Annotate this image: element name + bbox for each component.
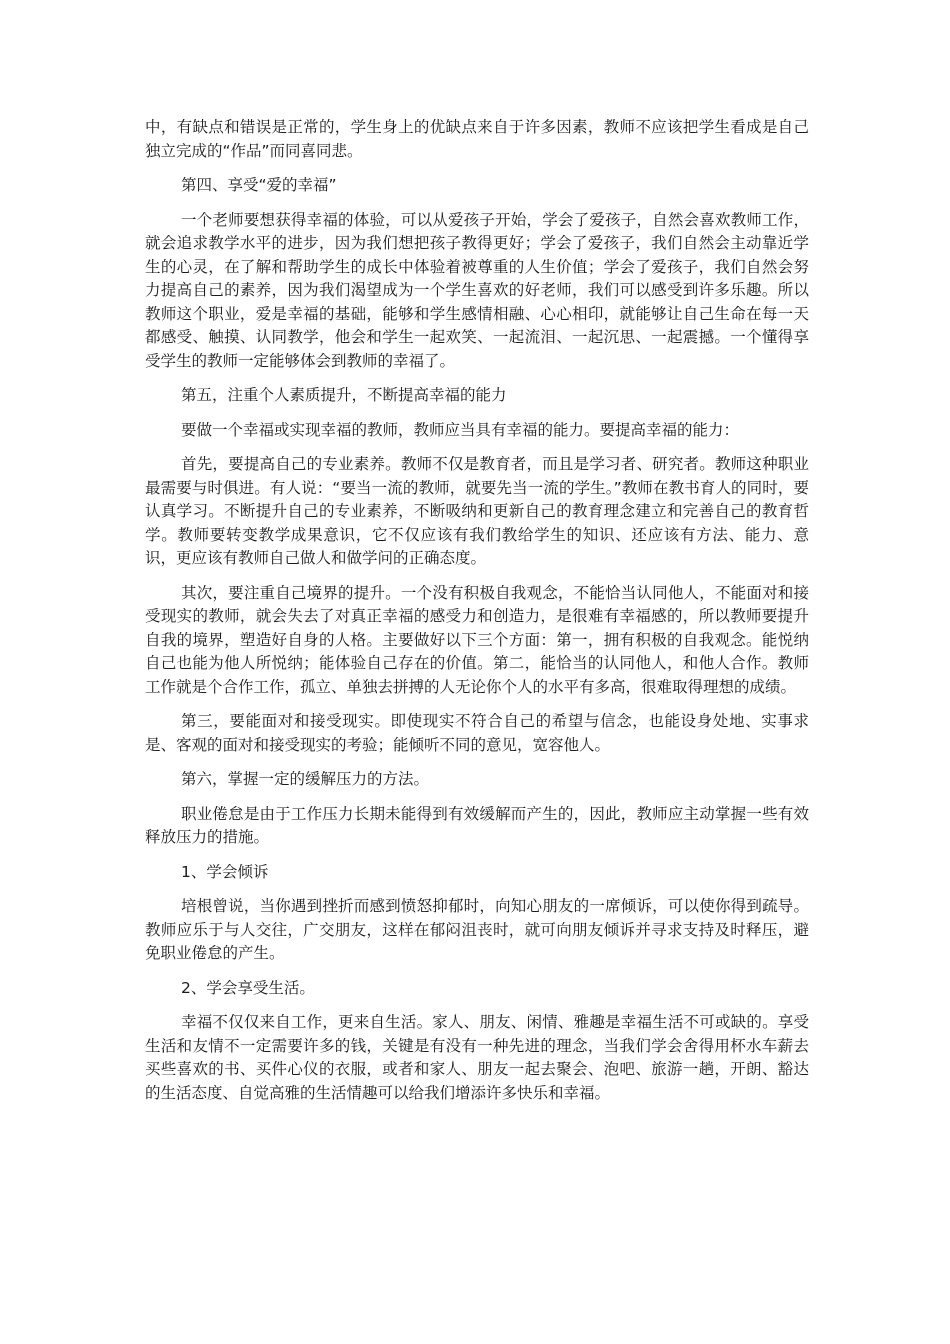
paragraph: 中，有缺点和错误是正常的，学生身上的优缺点来自于许多因素，教师不应该把学生看成是自己独立完成的“作品”而同喜同悲。 (145, 118, 809, 160)
subsection-heading: 2、学会享受生活。 (181, 978, 315, 997)
paragraph: 职业倦怠是由于工作压力长期未能得到有效缓解而产生的，因此，教师应主动掌握一些有效释放压力的措施。 (145, 804, 809, 846)
paragraph: 第三，要能面对和接受现实。即使现实不符合自己的希望与信念，也能设身处地、实事求是、客观的面对和接受现实的考验；能倾听不同的意见，宽容他人。 (145, 712, 809, 754)
paragraph: 一个老师要想获得幸福的体验，可以从爱孩子开始，学会了爱孩子，自然会喜欢教师工作，就会追求教学水平的进步，因为我们想把孩子教得更好；学会了爱孩子，我们自然会主动靠近学生的心灵，在了解和帮助学生的成长中体验着被尊重的人生价值；学会了爱孩子，我们自然会努力提高自己的素养，因为我们渴望成为一个学生喜欢的好老师，我们可以感受到许多乐趣。所以教师这个职业，爱是幸福的基础，能够和学生感情相融、心心相印，就能够让自己生命在每一天都感受、触摸、认同教学，他会和学生一起欢笑、一起流泪、一起沉思、一起震撼。一个懂得享受学生的教师一定能够体会到教师的幸福了。 (145, 210, 809, 370)
paragraph: 首先，要提高自己的专业素养。教师不仅是教育者，而且是学习者、研究者。教师这种职业最需要与时俱进。有人说：“要当一流的教师，就要先当一流的学生。”教师在教书育人的同时，要认真学习。不断提升自己的专业素养，不断吸纳和更新自己的教育理念建立和完善自己的教育哲学。教师要转变教学成果意识，它不仅应该有我们教给学生的知识、还应该有方法、能力、意识，更应该有教师自己做人和做学问的正确态度。 (145, 455, 809, 567)
subsection-heading: 1、学会倾诉 (181, 862, 269, 881)
paragraph: 幸福不仅仅来自工作，更来自生活。家人、朋友、闲情、雅趣是幸福生活不可或缺的。享受生活和友情不一定需要许多的钱，关键是有没有一种先进的理念，当我们学会舍得用杯水车薪去买些喜欢的书、买件心仪的衣服，或者和家人、朋友一起去聚会、泡吧、旅游一趟，开朗、豁达的生活态度、自觉高雅的生活情趣可以给我们增添许多快乐和幸福。 (145, 1013, 809, 1102)
paragraph: 其次，要注重自己境界的提升。一个没有积极自我观念，不能恰当认同他人，不能面对和接受现实的教师，就会失去了对真正幸福的感受力和创造力，是很难有幸福感的，所以教师要提升自我的境界，塑造好自身的人格。主要做好以下三个方面：第一，拥有积极的自我观念。能悦纳自己也能为他人所悦纳；能体验自己存在的价值。第二，能恰当的认同他人，和他人合作。教师工作就是个合作工作，孤立、单独去拼搏的人无论你个人的水平有多高，很难取得理想的成绩。 (145, 583, 809, 696)
document-page (145, 116, 809, 1116)
section-heading: 第六，掌握一定的缓解压力的方法。 (181, 770, 430, 788)
section-heading: 第四、享受“爱的幸福” (181, 176, 337, 194)
section-heading: 第五，注重个人素质提升，不断提高幸福的能力 (181, 386, 507, 404)
paragraph: 要做一个幸福或实现幸福的教师，教师应当具有幸福的能力。要提高幸福的能力： (181, 420, 740, 439)
paragraph: 培根曾说，当你遇到挫折而感到愤怒抑郁时，向知心朋友的一席倾诉，可以使你得到疏导。教师应乐于与人交往，广交朋友，这样在郁闷沮丧时，就可向朋友倾诉并寻求支持及时释压，避免职业倦怠的产生。 (145, 897, 809, 962)
